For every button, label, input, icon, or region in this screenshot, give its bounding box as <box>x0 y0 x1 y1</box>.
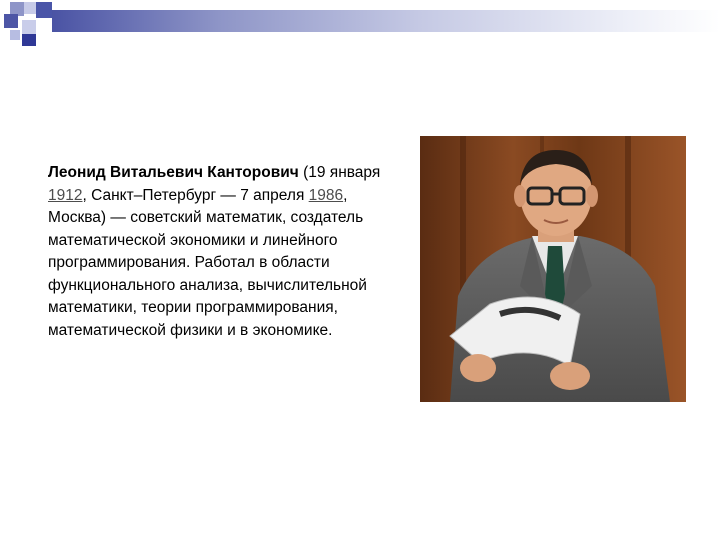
text-segment: , Москва) — советский математик, создатель математической экономики и линейного программирования. Работал в области функционального анализа, вычислительной математики, теории программирования, математической физики и в экономике. <box>48 186 367 339</box>
portrait-photo <box>420 136 686 402</box>
header-gradient-bar <box>52 10 720 32</box>
decor-square <box>4 14 18 28</box>
text-segment: , Санкт–Петербург — 7 апреля <box>82 186 309 204</box>
decor-square <box>22 20 36 34</box>
link-year-1986[interactable]: 1986 <box>308 186 344 204</box>
decor-square <box>24 2 36 14</box>
biography-text <box>48 162 388 342</box>
decor-square <box>22 34 36 46</box>
decor-square <box>36 2 52 18</box>
decor-square <box>10 30 20 40</box>
text-segment: (19 января <box>298 164 381 181</box>
person-name: Леонид Витальевич Канторович <box>48 164 299 181</box>
link-year-1912[interactable]: 1912 <box>48 186 83 204</box>
